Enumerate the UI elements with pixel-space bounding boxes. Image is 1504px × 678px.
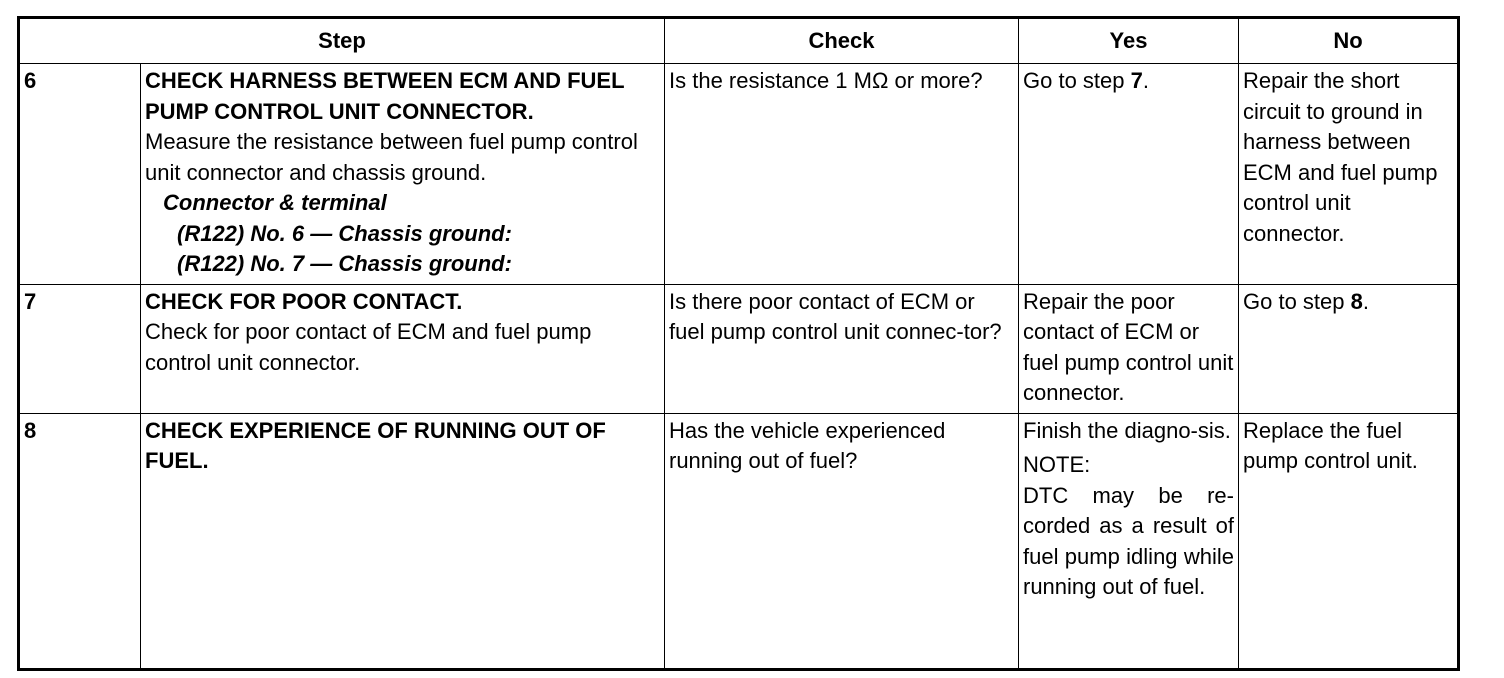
yes-suffix: . [1142, 68, 1149, 93]
yes-cell [1019, 64, 1239, 285]
table-row [19, 413, 1459, 669]
check-cell: Is the resistance 1 MΩ or more? [665, 64, 1019, 285]
header-no: No [1239, 18, 1459, 64]
yes-cell [1019, 413, 1239, 669]
check-cell: Has the vehicle experienced running out of fuel? [665, 413, 1019, 669]
no-cell: Replace the fuel pump control unit. [1239, 413, 1459, 669]
step-description: Check for poor contact of ECM and fuel pump control unit connector. [145, 319, 592, 375]
step-number: 8 [19, 413, 141, 669]
table-row [19, 284, 1459, 413]
no-cell [1239, 284, 1459, 413]
connector-heading: Connector & terminal [163, 190, 387, 215]
step-title: CHECK EXPERIENCE OF RUNNING OUT OF FUEL. [145, 417, 606, 473]
header-yes: Yes [1019, 18, 1239, 64]
connector-line: (R122) No. 6 — Chassis ground: [177, 220, 512, 246]
step-cell [141, 413, 665, 669]
header-row [19, 18, 1459, 64]
no-text: Go to step [1243, 288, 1351, 314]
header-check: Check [665, 18, 1019, 64]
yes-text: Go to step [1023, 68, 1131, 93]
step-title: CHECK FOR POOR CONTACT. [145, 288, 463, 314]
step-cell [141, 64, 665, 285]
note-text: DTC may be re-corded as a result of fuel pump idling while running out of fuel. [1023, 482, 1234, 599]
no-cell: Repair the short circuit to ground in harness between ECM and fuel pump control unit connector. [1239, 64, 1459, 285]
step-title: CHECK HARNESS BETWEEN ECM AND FUEL PUMP CONTROL UNIT CONNECTOR. [145, 68, 625, 124]
check-cell: Is there poor contact of ECM or fuel pump control unit connec-tor? [665, 284, 1019, 413]
step-number: 7 [19, 284, 141, 413]
diagnostic-table [17, 16, 1460, 671]
yes-step-ref: 7 [1130, 68, 1143, 93]
step-description: Measure the resistance between fuel pump control unit connector and chassis ground. [145, 129, 638, 185]
yes-text: Finish the diagno-sis. [1023, 417, 1231, 443]
connector-line: (R122) No. 7 — Chassis ground: [177, 251, 512, 276]
step-number: 6 [19, 64, 141, 285]
no-suffix: . [1362, 288, 1369, 314]
step-cell [141, 284, 665, 413]
yes-cell: Repair the poor contact of ECM or fuel pump control unit connector. [1019, 284, 1239, 413]
note-label: NOTE: [1023, 452, 1091, 477]
header-step: Step [19, 18, 665, 64]
no-step-ref: 8 [1350, 288, 1363, 314]
table-row [19, 64, 1459, 285]
